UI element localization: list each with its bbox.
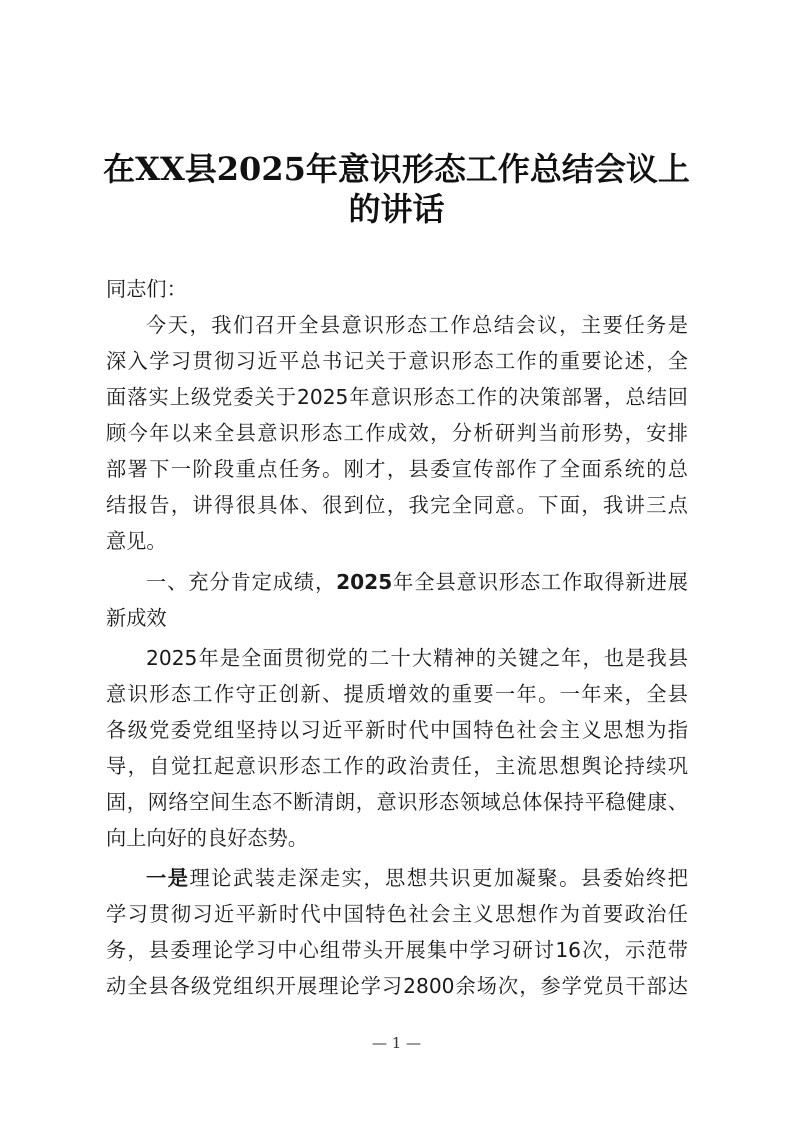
paragraph-line: 深入学习贯彻习近平总书记关于意识形态工作的重要论述，全	[106, 349, 688, 373]
heading-year: 2025	[336, 570, 393, 594]
paragraph-line: 面落实上级党委关于2025年意识形态工作的决策部署，总结回	[106, 385, 688, 409]
point-lead: 一是	[146, 866, 190, 890]
paragraph-line: 2025年是全面贯彻党的二十大精神的关键之年，也是我县	[146, 646, 688, 670]
paragraph-line: 固，网络空间生态不断清朗，意识形态领域总体保持平稳健康、	[106, 790, 688, 814]
paragraph-line: 学习贯彻习近平新时代中国特色社会主义思想作为首要政治任	[106, 902, 688, 926]
paragraph-line: 结报告，讲得很具体、很到位，我完全同意。下面，我讲三点	[106, 493, 688, 517]
paragraph-line: 顾今年以来全县意识形态工作成效，分析研判当前形势，安排	[106, 421, 688, 445]
document-title-line-1: 在XX县2025年意识形态工作总结会议上	[103, 150, 690, 188]
paragraph-line: 务，县委理论学习中心组带头开展集中学习研讨16次，示范带	[106, 938, 688, 962]
paragraph-line: 导，自觉扛起意识形态工作的政治责任，主流思想舆论持续巩	[106, 754, 688, 778]
paragraph-line: 动全县各级党组织开展理论学习2800余场次，参学党员干部达	[106, 974, 688, 998]
salutation: 同志们：	[106, 277, 187, 301]
heading-prefix: 一、充分肯定成绩，	[146, 570, 337, 594]
paragraph-line	[146, 862, 688, 894]
paragraph-line: 意见。	[106, 529, 167, 553]
paragraph-line: 向上向好的良好态势。	[106, 826, 308, 850]
page-number: — 1 —	[371, 1034, 422, 1052]
section-heading-1-line-2: 新成效	[106, 606, 167, 630]
paragraph-line: 各级党委党组坚持以习近平新时代中国特色社会主义思想为指	[106, 718, 688, 742]
section-heading-1	[146, 566, 688, 598]
paragraph-line: 今天，我们召开全县意识形态工作总结会议，主要任务是	[146, 313, 688, 337]
heading-suffix: 年全县意识形态工作取得新进展	[392, 570, 688, 594]
point-text: 理论武装走深走实，思想共识更加凝聚。县委始终把	[189, 866, 688, 890]
paragraph-line: 部署下一阶段重点任务。刚才，县委宣传部作了全面系统的总	[106, 457, 688, 481]
paragraph-line: 意识形态工作守正创新、提质增效的重要一年。一年来，全县	[106, 682, 688, 706]
document-title-line-2: 的讲话	[348, 190, 445, 228]
